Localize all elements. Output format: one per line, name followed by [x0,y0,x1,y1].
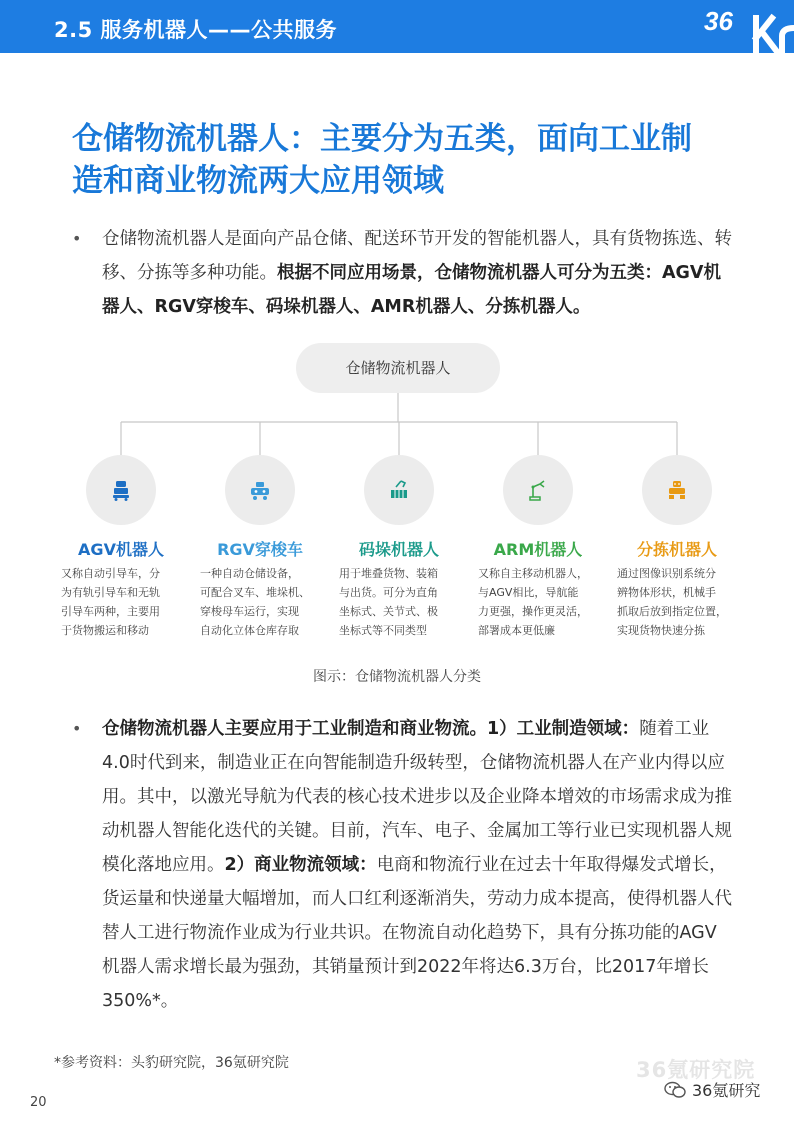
desc-line: 可配合叉车、堆垛机、 [200,586,310,599]
desc-line: 辨物体形状，机械手 [617,586,716,599]
desc-line: 一种自动仓储设备， [200,567,299,580]
page-number: 20 [30,1095,47,1110]
desc-line: 于货物搬运和移动 [61,624,149,637]
bullet-icon: • [72,719,82,738]
category-label-agv: AGV机器人 [78,540,164,559]
agv-circle [86,455,156,525]
page-title-line-2: 造和商业物流两大应用领域 [72,163,444,199]
desc-line: 与AGV相比，导航能 [478,586,579,599]
wechat-badge [664,1078,760,1101]
application-text-1: 随着工业4.0时代到来，制造业正在向智能制造升级转型，仓储物流机器人在产业内得以应用。其中，以激光导航为代表的核心技术进步以及企业降本增效的市场需求成为推动机器人智能化迭代的关键。目前，汽车、电子、金属加工等行业已实现机器人规模化落地应用。 [102,719,732,875]
rgv-circle [225,455,295,525]
wechat-icon [664,1081,686,1099]
desc-line: 为有轨引导车和无轨 [61,586,160,599]
desc-line: 坐标式等不同类型 [339,624,427,637]
root-node: 仓储物流机器人 [296,343,500,393]
desc-line: 与出货。可分为直角 [339,586,438,599]
category-label-palletizing: 码垛机器人 [358,540,439,559]
desc-line: 自动化立体仓库存取 [200,624,299,637]
desc-line: 抓取后放到指定位置， [617,605,727,618]
category-label-sorting: 分拣机器人 [636,540,717,559]
diagram-caption: 图示：仓储物流机器人分类 [313,669,481,685]
wechat-label: 36氪研究 [692,1081,761,1100]
category-label-arm: ARM机器人 [493,540,583,559]
category-desc-rgv [200,564,320,640]
reference-footnote: *参考资料：头豹研究院，36氪研究院 [54,1055,289,1071]
palletizing-robot-icon [387,478,411,502]
intro-text: 仓储物流机器人是面向产品仓储、配送环节开发的智能机器人，具有货物拣选、转移、分拣等多种功能。 [102,229,732,283]
desc-line: 力更强，操作更灵活， [478,605,588,618]
desc-line: 通过图像识别系统分 [617,567,716,580]
intro-bold-text: 根据不同应用场景，仓储物流机器人可分为五类：AGV机器人、RGV穿梭车、码垛机器人、AMR机器人、分拣机器人。 [102,263,721,317]
category-desc-agv [61,564,181,640]
application-bold-text-1: 仓储物流机器人主要应用于工业制造和商业物流。1）工业制造领域： [102,719,640,739]
category-desc-sorting [617,564,737,640]
bullet-icon: • [72,229,82,248]
desc-line: 实现货物快速分拣 [617,624,705,637]
application-text-2: 电商和物流行业在过去十年取得爆发式增长，货运量和快递量大幅增加，而人口红利逐渐消失，劳动力成本提高，使得机器人代替人工进行物流作业成为行业共识。在物流自动化趋势下，具有分拣功能的AGV机器人需求增长最为强劲，其销量预计到2022年将达6.3万台，比2017年增长350%*。 [102,855,732,1011]
sorting-robot-icon [665,478,689,502]
desc-line: 引导车两种，主要用 [61,605,160,618]
palletizing-circle [364,455,434,525]
sorting-circle [642,455,712,525]
desc-line: 部署成本更低廉 [478,624,555,637]
desc-line: 用于堆叠货物、装箱 [339,567,438,580]
robot-arm-icon [526,478,550,502]
application-bold-text-2: 2）商业物流领域： [224,855,377,875]
watermark: 36氪研究院 [636,1058,756,1082]
category-label-rgv: RGV穿梭车 [217,540,303,559]
page-title-line-1: 仓储物流机器人：主要分为五类，面向工业制 [72,121,692,157]
application-paragraph [72,712,732,1018]
arm-circle [503,455,573,525]
desc-line: 又称自主移动机器人， [478,567,588,580]
category-desc-arm [478,564,598,640]
category-desc-palletizing [339,564,459,640]
desc-line: 穿梭母车运行，实现 [200,605,299,618]
desc-line: 又称自动引导车，分 [61,567,160,580]
desc-line: 坐标式、关节式、极 [339,605,438,618]
agv-robot-icon [109,478,133,502]
section-title: 2.5 服务机器人——公共服务 [54,18,338,42]
rgv-shuttle-icon [248,478,272,502]
svg-text:36: 36 [704,6,733,36]
